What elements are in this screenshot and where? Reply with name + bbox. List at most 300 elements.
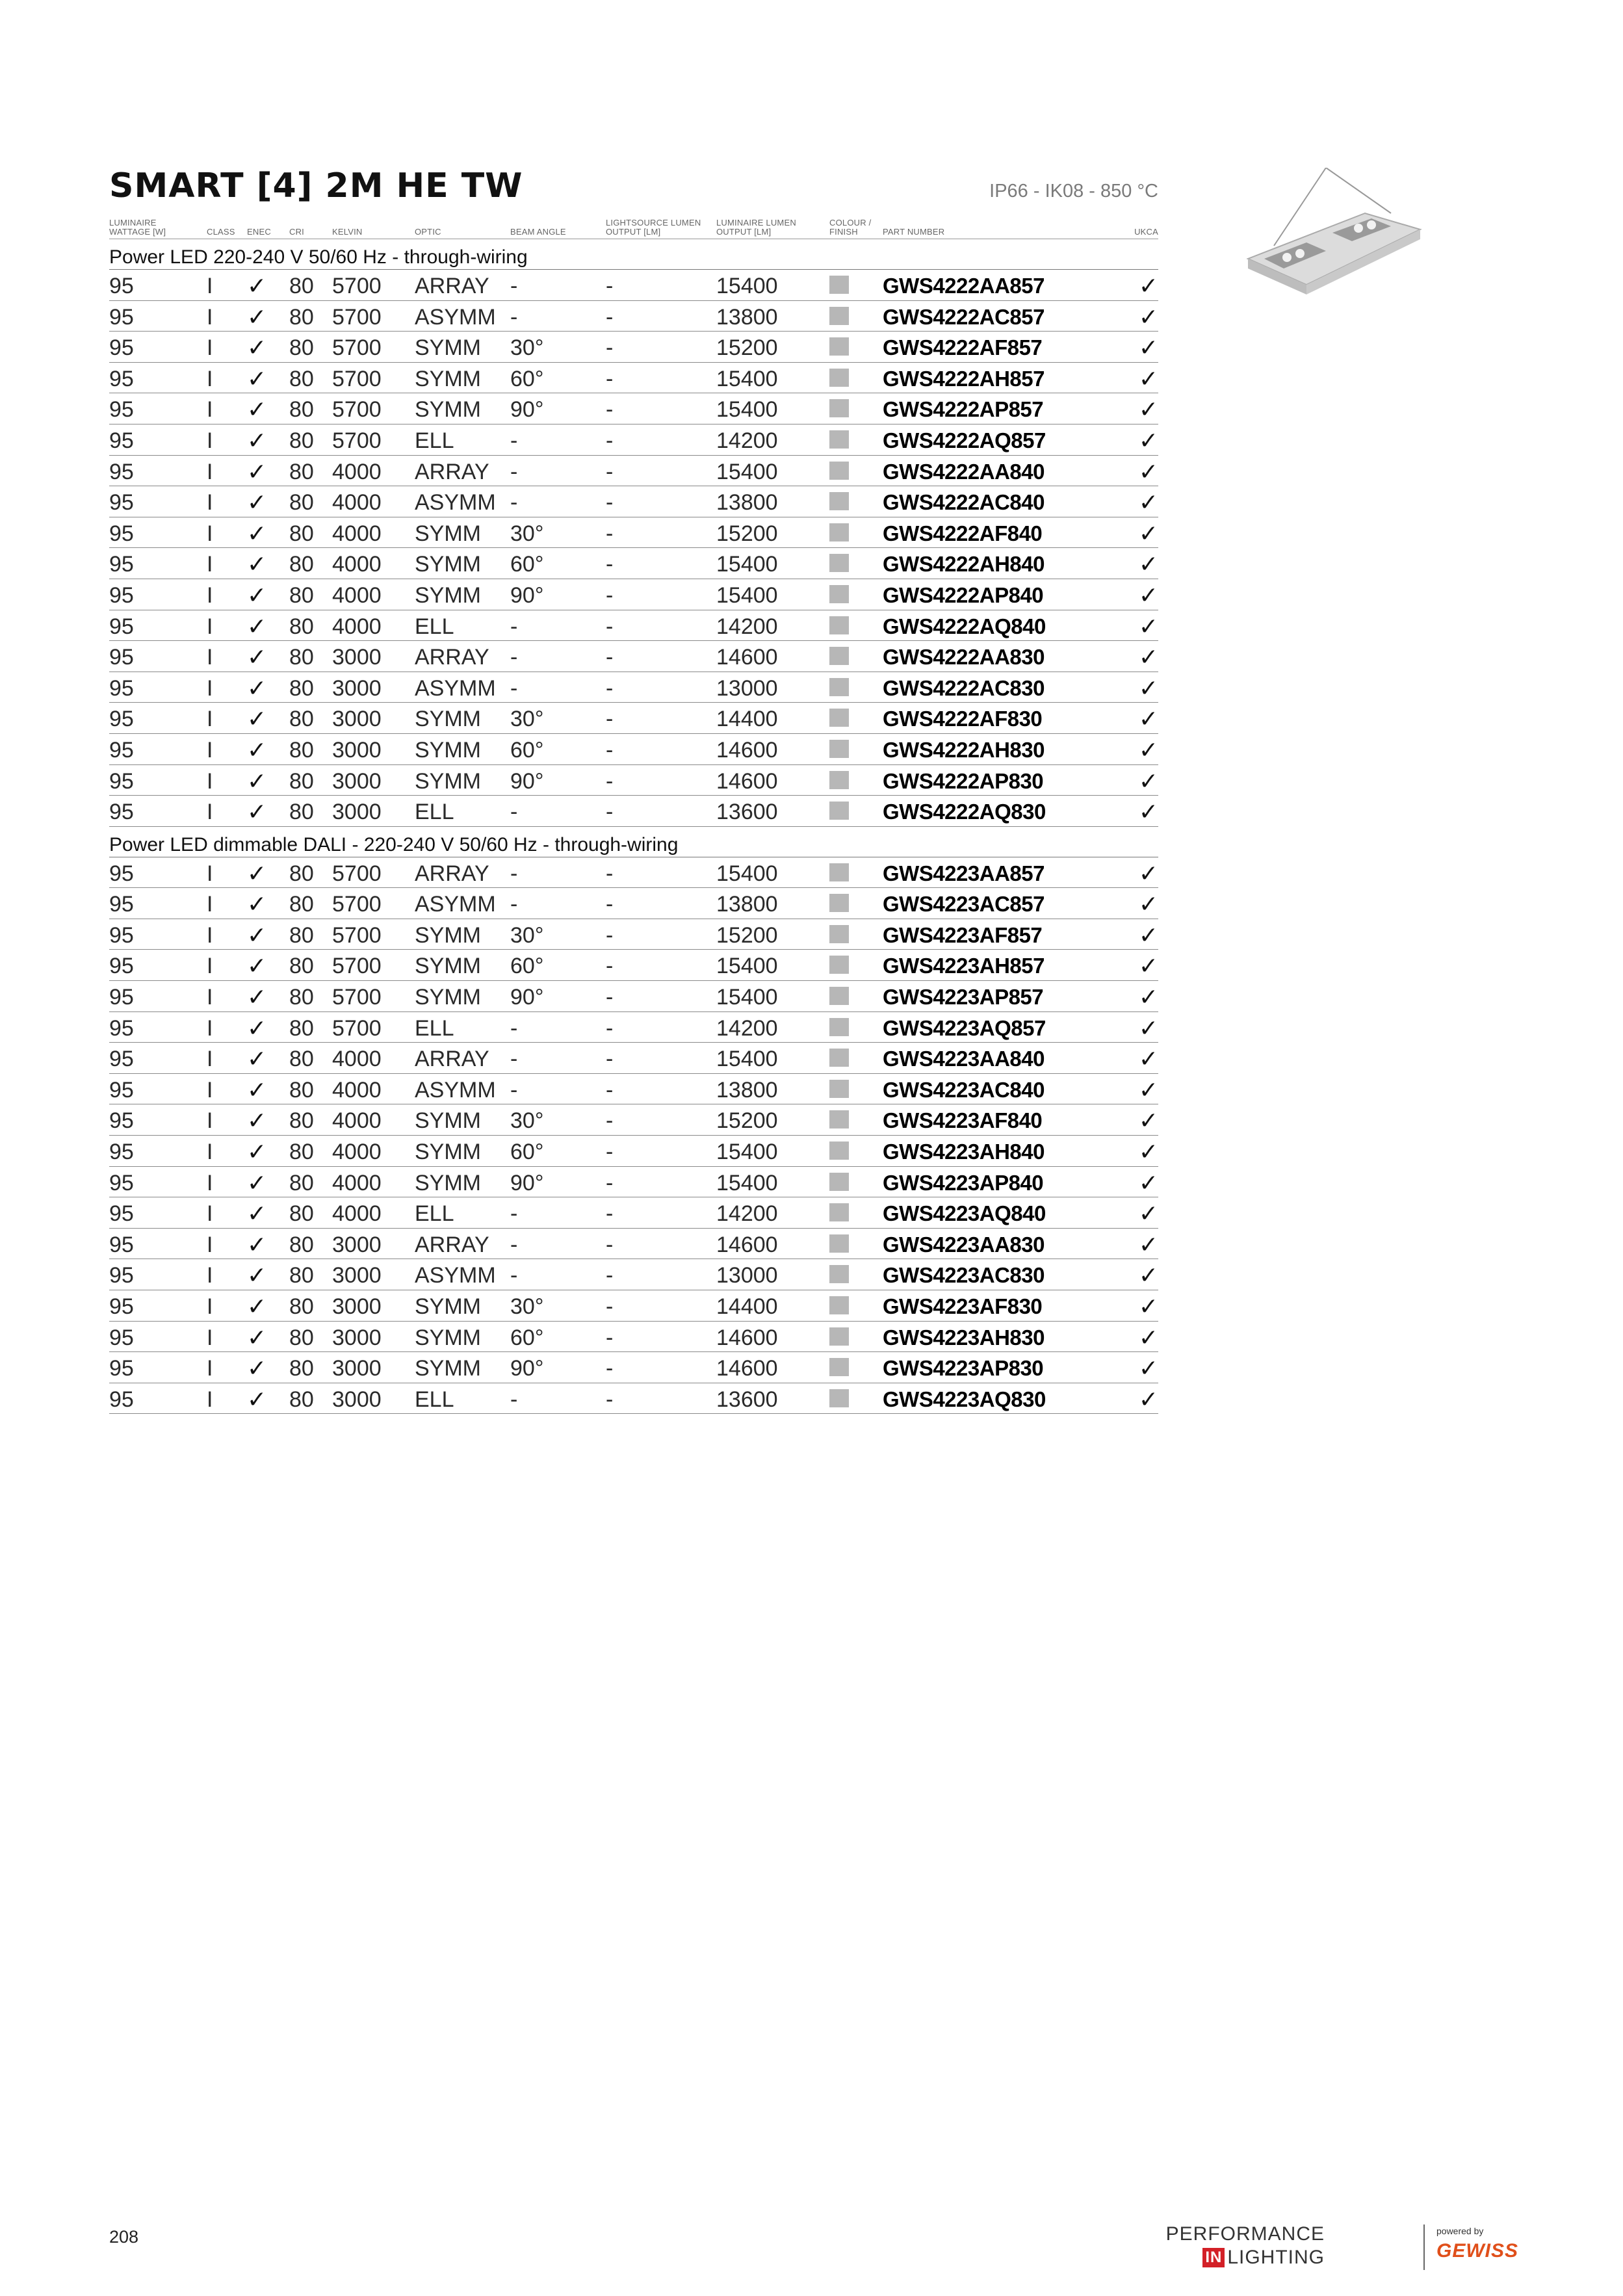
finish-swatch <box>829 1322 849 1352</box>
cell-part-number: GWS4223AA857 <box>883 861 1045 885</box>
enec-check-icon: ✓ <box>247 1262 267 1289</box>
cell-luminaire-lumen: 14200 <box>716 428 778 453</box>
cell-wattage: 95 <box>109 892 134 917</box>
col-luminaire-lumen: LUMINAIRE LUMEN OUTPUT [LM] <box>716 218 796 237</box>
finish-swatch-color <box>829 925 849 943</box>
cell-lightsource-lumen: - <box>606 861 614 886</box>
table-row <box>109 270 1158 301</box>
enec-check-icon: ✓ <box>247 984 267 1011</box>
cell-kelvin: 5700 <box>332 304 382 330</box>
cell-optic: SYMM <box>415 582 481 608</box>
cell-luminaire-lumen: 14200 <box>716 1201 778 1227</box>
cell-class: I <box>207 707 213 732</box>
table-row <box>109 888 1158 919</box>
cell-beam-angle: 30° <box>510 922 544 948</box>
cell-optic: ASYMM <box>415 1077 496 1102</box>
cell-lightsource-lumen: - <box>606 768 614 794</box>
cell-lightsource-lumen: - <box>606 985 614 1010</box>
cell-optic: SYMM <box>415 366 481 391</box>
cell-cri: 80 <box>289 954 314 979</box>
cell-beam-angle: - <box>510 861 518 886</box>
cell-wattage: 95 <box>109 985 134 1010</box>
finish-swatch <box>829 548 849 579</box>
cell-luminaire-lumen: 15400 <box>716 985 778 1010</box>
table-row <box>109 1043 1158 1074</box>
cell-luminaire-lumen: 14200 <box>716 1015 778 1041</box>
cell-cri: 80 <box>289 800 314 825</box>
cell-lightsource-lumen: - <box>606 1356 614 1381</box>
enec-check-icon: ✓ <box>247 1076 267 1103</box>
cell-cri: 80 <box>289 1387 314 1412</box>
finish-swatch <box>829 456 849 486</box>
cell-part-number: GWS4223AA840 <box>883 1047 1045 1071</box>
finish-swatch <box>829 1229 849 1259</box>
cell-lightsource-lumen: - <box>606 1140 614 1165</box>
ukca-check-icon: ✓ <box>1138 1355 1158 1382</box>
cell-kelvin: 5700 <box>332 922 382 948</box>
cell-optic: SYMM <box>415 1294 481 1319</box>
finish-swatch <box>829 270 849 300</box>
finish-swatch <box>829 332 849 362</box>
ukca-check-icon: ✓ <box>1138 1169 1158 1196</box>
table-row <box>109 1167 1158 1198</box>
cell-optic: SYMM <box>415 521 481 546</box>
finish-swatch-color <box>829 1358 849 1376</box>
cell-luminaire-lumen: 15400 <box>716 861 778 886</box>
table-row <box>109 1136 1158 1167</box>
cell-optic: SYMM <box>415 552 481 577</box>
cell-lightsource-lumen: - <box>606 707 614 732</box>
cell-optic: SYMM <box>415 1140 481 1165</box>
finish-swatch-color <box>829 740 849 758</box>
cell-beam-angle: 60° <box>510 366 544 391</box>
finish-swatch-color <box>829 554 849 572</box>
cell-part-number: GWS4222AQ830 <box>883 800 1046 824</box>
cell-beam-angle: 90° <box>510 1170 544 1195</box>
cell-class: I <box>207 1015 213 1041</box>
ukca-check-icon: ✓ <box>1138 798 1158 826</box>
cell-wattage: 95 <box>109 428 134 453</box>
table-row <box>109 486 1158 517</box>
cell-lightsource-lumen: - <box>606 1015 614 1041</box>
cell-wattage: 95 <box>109 582 134 608</box>
cell-beam-angle: - <box>510 490 518 515</box>
finish-swatch <box>829 1012 849 1043</box>
finish-swatch <box>829 363 849 393</box>
cell-part-number: GWS4223AP840 <box>883 1170 1044 1195</box>
cell-beam-angle: - <box>510 892 518 917</box>
cell-beam-angle: - <box>510 614 518 639</box>
cell-wattage: 95 <box>109 397 134 423</box>
cell-lightsource-lumen: - <box>606 1170 614 1195</box>
enec-check-icon: ✓ <box>247 272 267 299</box>
cell-optic: ARRAY <box>415 1232 489 1257</box>
cell-optic: SYMM <box>415 1325 481 1350</box>
cell-beam-angle: - <box>510 1015 518 1041</box>
cell-luminaire-lumen: 15200 <box>716 1108 778 1134</box>
cell-class: I <box>207 1325 213 1350</box>
cell-cri: 80 <box>289 335 314 361</box>
col-wattage: LUMINAIRE WATTAGE [W] <box>109 218 166 237</box>
ukca-check-icon: ✓ <box>1138 1138 1158 1166</box>
finish-swatch <box>829 857 849 888</box>
cell-beam-angle: - <box>510 304 518 330</box>
cell-wattage: 95 <box>109 861 134 886</box>
cell-lightsource-lumen: - <box>606 274 614 298</box>
cell-lightsource-lumen: - <box>606 335 614 361</box>
cell-class: I <box>207 861 213 886</box>
cell-kelvin: 4000 <box>332 490 382 515</box>
ukca-check-icon: ✓ <box>1138 334 1158 361</box>
cell-beam-angle: - <box>510 645 518 670</box>
table-row <box>109 703 1158 734</box>
cell-beam-angle: 60° <box>510 1140 544 1165</box>
cell-luminaire-lumen: 15200 <box>716 922 778 948</box>
cell-optic: ELL <box>415 1201 454 1227</box>
table-row <box>109 1290 1158 1322</box>
enec-check-icon: ✓ <box>247 921 267 948</box>
ukca-check-icon: ✓ <box>1138 458 1158 485</box>
product-image <box>1235 168 1430 317</box>
ukca-check-icon: ✓ <box>1138 519 1158 547</box>
finish-swatch-color <box>829 1327 849 1346</box>
cell-luminaire-lumen: 14600 <box>716 1325 778 1350</box>
table-row <box>109 548 1158 579</box>
cell-part-number: GWS4222AP830 <box>883 768 1044 793</box>
table-row <box>109 610 1158 642</box>
table-row <box>109 950 1158 981</box>
enec-check-icon: ✓ <box>247 551 267 578</box>
cell-wattage: 95 <box>109 1263 134 1288</box>
cell-part-number: GWS4223AF830 <box>883 1294 1043 1318</box>
cell-wattage: 95 <box>109 521 134 546</box>
cell-beam-angle: - <box>510 459 518 484</box>
cell-wattage: 95 <box>109 1077 134 1102</box>
cell-kelvin: 4000 <box>332 1047 382 1072</box>
table-row <box>109 393 1158 424</box>
cell-cri: 80 <box>289 521 314 546</box>
table-row <box>109 456 1158 487</box>
cell-wattage: 95 <box>109 1170 134 1195</box>
cell-luminaire-lumen: 15400 <box>716 582 778 608</box>
cell-kelvin: 3000 <box>332 1232 382 1257</box>
cell-class: I <box>207 428 213 453</box>
cell-luminaire-lumen: 14600 <box>716 1232 778 1257</box>
cell-part-number: GWS4223AH857 <box>883 954 1045 978</box>
cell-class: I <box>207 1077 213 1102</box>
cell-beam-angle: 30° <box>510 1108 544 1134</box>
finish-swatch-color <box>829 616 849 634</box>
cell-kelvin: 3000 <box>332 645 382 670</box>
finish-swatch-color <box>829 1203 849 1221</box>
cell-optic: ELL <box>415 614 454 639</box>
cell-kelvin: 4000 <box>332 459 382 484</box>
cell-beam-angle: 60° <box>510 954 544 979</box>
ukca-check-icon: ✓ <box>1138 859 1158 887</box>
cell-class: I <box>207 304 213 330</box>
cell-lightsource-lumen: - <box>606 366 614 391</box>
enec-check-icon: ✓ <box>247 519 267 547</box>
cell-class: I <box>207 614 213 639</box>
cell-beam-angle: 60° <box>510 1325 544 1350</box>
enec-check-icon: ✓ <box>247 859 267 887</box>
col-lightsource-lumen: LIGHTSOURCE LUMEN OUTPUT [LM] <box>606 218 701 237</box>
finish-swatch-color <box>829 1173 849 1191</box>
cell-lightsource-lumen: - <box>606 800 614 825</box>
finish-swatch-color <box>829 369 849 387</box>
enec-check-icon: ✓ <box>247 1014 267 1041</box>
enec-check-icon: ✓ <box>247 674 267 701</box>
cell-beam-angle: 90° <box>510 397 544 423</box>
finish-swatch <box>829 486 849 517</box>
finish-swatch-color <box>829 399 849 417</box>
ukca-check-icon: ✓ <box>1138 365 1158 392</box>
ukca-check-icon: ✓ <box>1138 581 1158 608</box>
table-row <box>109 796 1158 827</box>
cell-part-number: GWS4223AH830 <box>883 1325 1045 1350</box>
finish-swatch <box>829 517 849 548</box>
ukca-check-icon: ✓ <box>1138 736 1158 763</box>
cell-lightsource-lumen: - <box>606 1294 614 1319</box>
table-row <box>109 734 1158 765</box>
ukca-check-icon: ✓ <box>1138 1231 1158 1258</box>
finish-swatch <box>829 610 849 641</box>
cell-optic: ARRAY <box>415 274 489 298</box>
finish-swatch <box>829 1104 849 1135</box>
ukca-check-icon: ✓ <box>1138 426 1158 454</box>
cell-cri: 80 <box>289 1263 314 1288</box>
cell-class: I <box>207 1170 213 1195</box>
cell-wattage: 95 <box>109 954 134 979</box>
cell-luminaire-lumen: 13000 <box>716 1263 778 1288</box>
cell-class: I <box>207 800 213 825</box>
finish-swatch <box>829 393 849 424</box>
cell-luminaire-lumen: 13600 <box>716 1387 778 1412</box>
enec-check-icon: ✓ <box>247 334 267 361</box>
finish-swatch <box>829 579 849 610</box>
cell-cri: 80 <box>289 274 314 298</box>
col-optic: OPTIC <box>415 227 441 237</box>
ukca-check-icon: ✓ <box>1138 1107 1158 1134</box>
cell-class: I <box>207 1108 213 1134</box>
cell-beam-angle: - <box>510 274 518 298</box>
enec-check-icon: ✓ <box>247 767 267 794</box>
enec-check-icon: ✓ <box>247 581 267 608</box>
cell-kelvin: 4000 <box>332 1108 382 1134</box>
ukca-check-icon: ✓ <box>1138 1324 1158 1351</box>
cell-part-number: GWS4222AH830 <box>883 737 1045 762</box>
cell-kelvin: 5700 <box>332 366 382 391</box>
table-header <box>109 211 1158 239</box>
enec-check-icon: ✓ <box>247 458 267 485</box>
cell-optic: ELL <box>415 1387 454 1412</box>
finish-swatch-color <box>829 894 849 912</box>
finish-swatch-color <box>829 1141 849 1160</box>
cell-part-number: GWS4222AA840 <box>883 459 1045 484</box>
cell-part-number: GWS4222AC840 <box>883 490 1045 515</box>
cell-luminaire-lumen: 13800 <box>716 1077 778 1102</box>
finish-swatch-color <box>829 276 849 294</box>
cell-cri: 80 <box>289 737 314 763</box>
cell-lightsource-lumen: - <box>606 521 614 546</box>
enec-check-icon: ✓ <box>247 891 267 918</box>
enec-check-icon: ✓ <box>247 1385 267 1413</box>
finish-swatch <box>829 1259 849 1290</box>
ukca-check-icon: ✓ <box>1138 767 1158 794</box>
cell-part-number: GWS4222AA857 <box>883 274 1045 298</box>
finish-swatch <box>829 765 849 796</box>
ukca-check-icon: ✓ <box>1138 644 1158 671</box>
cell-class: I <box>207 892 213 917</box>
col-beam-angle: BEAM ANGLE <box>510 227 566 237</box>
cell-wattage: 95 <box>109 1232 134 1257</box>
cell-wattage: 95 <box>109 675 134 701</box>
cell-optic: SYMM <box>415 737 481 763</box>
cell-wattage: 95 <box>109 737 134 763</box>
cell-cri: 80 <box>289 1201 314 1227</box>
cell-kelvin: 4000 <box>332 1170 382 1195</box>
cell-class: I <box>207 645 213 670</box>
cell-kelvin: 3000 <box>332 1263 382 1288</box>
cell-part-number: GWS4223AC840 <box>883 1077 1045 1102</box>
finish-swatch-color <box>829 523 849 541</box>
ukca-check-icon: ✓ <box>1138 921 1158 948</box>
cell-luminaire-lumen: 14400 <box>716 1294 778 1319</box>
cell-wattage: 95 <box>109 335 134 361</box>
ukca-check-icon: ✓ <box>1138 396 1158 423</box>
section-title: Power LED dimmable DALI - 220-240 V 50/60 Hz - through-wiring <box>109 827 1158 857</box>
cell-lightsource-lumen: - <box>606 1263 614 1288</box>
cell-beam-angle: 90° <box>510 985 544 1010</box>
cell-wattage: 95 <box>109 552 134 577</box>
cell-optic: SYMM <box>415 335 481 361</box>
cell-beam-angle: 30° <box>510 1294 544 1319</box>
enec-check-icon: ✓ <box>247 1200 267 1227</box>
table-row <box>109 765 1158 796</box>
finish-swatch-color <box>829 802 849 820</box>
cell-optic: SYMM <box>415 922 481 948</box>
cell-cri: 80 <box>289 1140 314 1165</box>
finish-swatch <box>829 641 849 672</box>
cell-beam-angle: 30° <box>510 521 544 546</box>
cell-beam-angle: - <box>510 428 518 453</box>
enec-check-icon: ✓ <box>247 644 267 671</box>
ukca-check-icon: ✓ <box>1138 612 1158 640</box>
enec-check-icon: ✓ <box>247 736 267 763</box>
cell-part-number: GWS4223AQ840 <box>883 1201 1046 1226</box>
ukca-check-icon: ✓ <box>1138 1045 1158 1073</box>
cell-class: I <box>207 552 213 577</box>
finish-swatch <box>829 1352 849 1383</box>
finish-swatch-color <box>829 1234 849 1253</box>
brand-in-lighting <box>1202 2247 1325 2269</box>
cell-class: I <box>207 1387 213 1412</box>
cell-wattage: 95 <box>109 1140 134 1165</box>
enec-check-icon: ✓ <box>247 365 267 392</box>
ukca-check-icon: ✓ <box>1138 1014 1158 1041</box>
cell-kelvin: 3000 <box>332 1325 382 1350</box>
finish-swatch-color <box>829 987 849 1005</box>
col-finish: COLOUR / FINISH <box>829 218 872 237</box>
table-row <box>109 363 1158 394</box>
table-row <box>109 332 1158 363</box>
cell-class: I <box>207 366 213 391</box>
cell-cri: 80 <box>289 1294 314 1319</box>
ukca-check-icon: ✓ <box>1138 272 1158 299</box>
table-row <box>109 1322 1158 1353</box>
cell-part-number: GWS4222AP840 <box>883 582 1044 607</box>
cell-kelvin: 3000 <box>332 800 382 825</box>
cell-kelvin: 5700 <box>332 274 382 298</box>
cell-optic: SYMM <box>415 954 481 979</box>
cell-optic: SYMM <box>415 1170 481 1195</box>
product-table <box>109 211 1158 1414</box>
cell-class: I <box>207 1140 213 1165</box>
table-row <box>109 579 1158 610</box>
finish-swatch-color <box>829 647 849 665</box>
table-row <box>109 1012 1158 1043</box>
cell-beam-angle: 60° <box>510 552 544 577</box>
cell-luminaire-lumen: 13600 <box>716 800 778 825</box>
cell-wattage: 95 <box>109 304 134 330</box>
footer-brand <box>1165 2223 1521 2275</box>
finish-swatch <box>829 981 849 1011</box>
cell-part-number: GWS4223AQ857 <box>883 1015 1046 1040</box>
cell-optic: ASYMM <box>415 304 496 330</box>
cell-wattage: 95 <box>109 707 134 732</box>
cell-lightsource-lumen: - <box>606 1201 614 1227</box>
cell-cri: 80 <box>289 861 314 886</box>
cell-optic: ARRAY <box>415 459 489 484</box>
cell-luminaire-lumen: 15400 <box>716 1170 778 1195</box>
cell-cri: 80 <box>289 1325 314 1350</box>
cell-class: I <box>207 521 213 546</box>
finish-swatch <box>829 672 849 703</box>
cell-lightsource-lumen: - <box>606 582 614 608</box>
cell-part-number: GWS4223AF857 <box>883 922 1043 947</box>
finish-swatch-color <box>829 1080 849 1098</box>
ukca-check-icon: ✓ <box>1138 674 1158 701</box>
finish-swatch <box>829 424 849 455</box>
finish-swatch <box>829 1167 849 1197</box>
cell-luminaire-lumen: 13800 <box>716 490 778 515</box>
finish-swatch-color <box>829 771 849 789</box>
cell-part-number: GWS4222AH857 <box>883 366 1045 391</box>
enec-check-icon: ✓ <box>247 489 267 516</box>
finish-swatch-color <box>829 462 849 480</box>
cell-kelvin: 3000 <box>332 1356 382 1381</box>
cell-kelvin: 3000 <box>332 1294 382 1319</box>
col-enec: ENEC <box>247 227 271 237</box>
cell-optic: ASYMM <box>415 892 496 917</box>
cell-class: I <box>207 1294 213 1319</box>
cell-kelvin: 3000 <box>332 707 382 732</box>
cell-beam-angle: 90° <box>510 582 544 608</box>
ukca-check-icon: ✓ <box>1138 1262 1158 1289</box>
ukca-check-icon: ✓ <box>1138 1385 1158 1413</box>
table-row <box>109 672 1158 703</box>
cell-kelvin: 5700 <box>332 861 382 886</box>
cell-lightsource-lumen: - <box>606 675 614 701</box>
page-title: SMART [4] 2M HE TW <box>109 166 523 205</box>
finish-swatch-color <box>829 1018 849 1036</box>
cell-lightsource-lumen: - <box>606 892 614 917</box>
finish-swatch-color <box>829 863 849 881</box>
cell-cri: 80 <box>289 1170 314 1195</box>
cell-wattage: 95 <box>109 490 134 515</box>
col-cri: CRI <box>289 227 304 237</box>
cell-luminaire-lumen: 14600 <box>716 768 778 794</box>
